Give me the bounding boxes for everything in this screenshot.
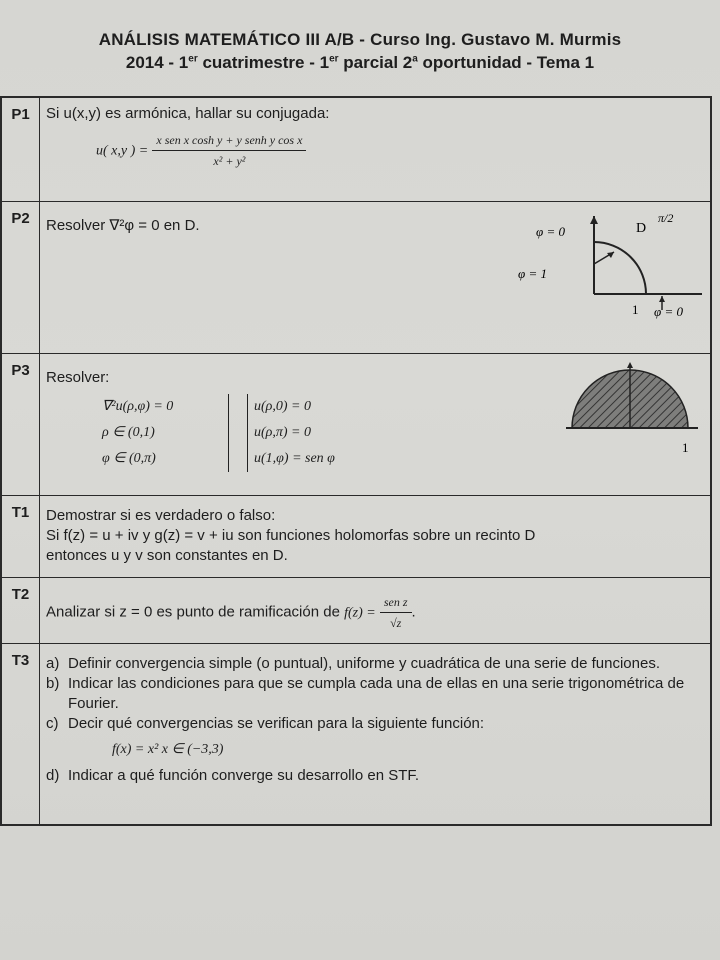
fraction bbox=[152, 130, 306, 171]
fraction-denominator: x² + y² bbox=[213, 154, 246, 168]
formula bbox=[96, 130, 704, 171]
problem-statement: Resolver ∇²φ = 0 en D. bbox=[46, 217, 200, 234]
item-text: Indicar a qué función converge su desarrollo en STF. bbox=[68, 767, 420, 784]
radius-one-label: 1 bbox=[682, 440, 689, 455]
half-disk-figure bbox=[562, 360, 702, 468]
pde-conditions bbox=[102, 394, 229, 472]
problem-statement: Resolver: bbox=[46, 369, 110, 386]
row-label: P3 bbox=[2, 354, 40, 495]
formula-lhs: u( x,y ) = bbox=[96, 143, 149, 159]
fraction bbox=[380, 592, 412, 633]
item-text: Decir qué convergencias se verifican para la siguiente función: bbox=[68, 715, 485, 732]
boundary-line: u(ρ,π) = 0 bbox=[254, 425, 312, 440]
list-item bbox=[46, 714, 704, 734]
questions-table bbox=[0, 96, 712, 826]
boundary-line: u(ρ,0) = 0 bbox=[254, 399, 311, 414]
boundary-conditions bbox=[247, 394, 335, 472]
subtitle-part: oportunidad - Tema 1 bbox=[417, 53, 595, 72]
function-lhs: f(z) = bbox=[344, 605, 376, 621]
function-formula: f(x) = x² x ∈ (−3,3) bbox=[112, 742, 224, 757]
exam-title: ANÁLISIS MATEMÁTICO III A/B - Curso Ing. Gustavo M. Murmis bbox=[98, 30, 622, 49]
theory-line: Demostrar si es verdadero o falso: bbox=[46, 507, 276, 524]
theory-line: Si f(z) = u + iv y g(z) = v + iu son funciones holomorfas sobre un recinto D bbox=[46, 527, 536, 544]
subtitle-part: parcial 2 bbox=[338, 53, 413, 72]
superscript: er bbox=[329, 53, 339, 65]
row-label: T2 bbox=[2, 578, 40, 643]
problem-row-p3 bbox=[2, 354, 710, 496]
item-text: Indicar las condiciones para que se cumpla cada una de ellas en una serie trigonométrica de Fourier. bbox=[68, 675, 685, 712]
period: . bbox=[411, 603, 416, 621]
exam-subtitle bbox=[40, 53, 680, 73]
theory-row-t1 bbox=[2, 496, 710, 578]
fraction-numerator: x sen x cosh y + y senh y cos x bbox=[152, 130, 306, 151]
superscript: er bbox=[188, 53, 198, 65]
item-key: d) bbox=[46, 767, 60, 784]
row-label: P1 bbox=[2, 98, 40, 201]
region-d-label: D bbox=[636, 221, 647, 236]
fraction-denominator: √z bbox=[390, 616, 402, 630]
list-item bbox=[46, 654, 704, 674]
quarter-circle-figure bbox=[502, 202, 710, 352]
theory-body bbox=[46, 654, 704, 786]
theory-line: entonces u y v son constantes en D. bbox=[46, 547, 288, 564]
list-item bbox=[46, 674, 704, 714]
pde-line: ρ ∈ (0,1) bbox=[102, 425, 155, 440]
row-label: T1 bbox=[2, 496, 40, 577]
theory-row-t3 bbox=[2, 644, 710, 824]
phi-zero-top-label: φ = 0 bbox=[536, 224, 565, 239]
superscript: a bbox=[412, 53, 418, 65]
item-key: c) bbox=[46, 715, 59, 732]
problem-row-p1 bbox=[2, 98, 710, 202]
pde-line: φ ∈ (0,π) bbox=[102, 451, 156, 466]
subtitle-part: cuatrimestre - 1 bbox=[197, 53, 330, 72]
phi-zero-bottom-label: φ = 0 bbox=[654, 304, 683, 319]
item-key: b) bbox=[46, 675, 60, 692]
theory-body bbox=[46, 506, 704, 566]
theory-statement: Analizar si z = 0 es punto de ramificación de bbox=[46, 603, 340, 621]
problem-row-p2 bbox=[2, 202, 710, 354]
fraction-numerator: sen z bbox=[380, 592, 412, 613]
theory-row-t2 bbox=[2, 578, 710, 644]
row-label: T3 bbox=[2, 644, 40, 824]
pde-line: ∇²u(ρ,φ) = 0 bbox=[102, 399, 174, 414]
list-item bbox=[46, 766, 704, 786]
subtitle-part: 2014 - 1 bbox=[125, 53, 189, 72]
item-key: a) bbox=[46, 655, 60, 672]
problem-statement: Si u(x,y) es armónica, hallar su conjugada: bbox=[46, 105, 330, 122]
radius-one-label: 1 bbox=[632, 302, 639, 317]
item-text: Definir convergencia simple (o puntual), uniforme y cuadrática de una serie de funciones. bbox=[68, 655, 660, 672]
exam-header bbox=[40, 30, 680, 73]
problem-body bbox=[46, 104, 704, 171]
phi-one-label: φ = 1 bbox=[518, 266, 547, 281]
theory-body bbox=[46, 592, 704, 633]
boundary-line: u(1,φ) = sen φ bbox=[254, 451, 335, 466]
pi-over-two-label: π/2 bbox=[658, 211, 674, 225]
row-label: P2 bbox=[2, 202, 40, 353]
